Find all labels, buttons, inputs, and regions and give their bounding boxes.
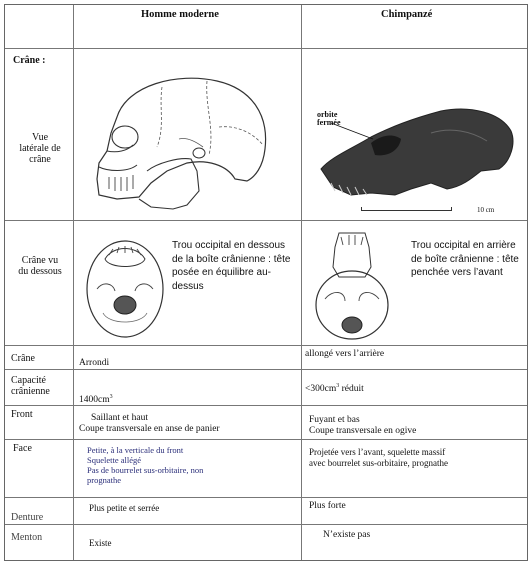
row-label-face: Face xyxy=(13,443,32,454)
chimp-lateral-skull-image xyxy=(311,83,521,203)
row-divider-denture xyxy=(5,524,527,525)
column-divider-2 xyxy=(301,5,302,560)
column-header-chimp: Chimpanzé xyxy=(381,9,433,20)
skull-section-title: Crâne : xyxy=(13,55,46,66)
row-divider-crane xyxy=(5,369,527,370)
row-label-capacity: Capacité crânienne xyxy=(11,375,50,397)
scale-bar xyxy=(361,210,451,211)
row-divider-below xyxy=(5,345,527,346)
column-header-human: Homme moderne xyxy=(141,9,219,20)
row-label-denture: Denture xyxy=(11,512,44,523)
chimp-below-description: Trou occipital en arrière de boîte crânienne : tête penchée vers l’avant xyxy=(411,240,519,278)
row-divider-face xyxy=(5,497,527,498)
human-face-value: Petite, à la verticale du front Squelette allégé Pas de bourrelet sus-orbitaire, non prognathe xyxy=(87,445,204,485)
human-skull-below-image xyxy=(83,233,167,343)
row-label-front: Front xyxy=(11,409,33,420)
chimp-skull-below-image xyxy=(311,227,393,343)
chimp-crane-value: allongé vers l’arrière xyxy=(305,349,385,359)
lateral-view-label: Vue latérale de crâne xyxy=(19,132,61,165)
row-divider-front xyxy=(5,439,527,440)
scale-bar-tick-right xyxy=(451,207,452,211)
scale-bar-label: 10 cm xyxy=(477,206,495,214)
chimp-menton-value: N’existe pas xyxy=(323,530,371,540)
chimp-denture-value: Plus forte xyxy=(309,501,346,511)
column-divider-1 xyxy=(73,48,74,560)
human-denture-value: Plus petite et serrée xyxy=(89,503,160,513)
human-capacity-value: $1400cm^3$ xyxy=(79,394,113,406)
header-left-divider xyxy=(73,5,74,48)
comparison-table xyxy=(4,4,528,561)
chimp-front-value: Fuyant et bas Coupe transversale en ogive xyxy=(309,415,417,436)
human-menton-value: Existe xyxy=(89,538,112,548)
chimp-face-value: Projetée vers l’avant, squelette massif avec bourrelet sus-orbitaire, prognathe xyxy=(309,447,448,468)
row-label-menton: Menton xyxy=(11,532,43,543)
row-divider-header xyxy=(5,48,527,49)
row-label-crane: Crâne xyxy=(11,353,35,364)
human-lateral-skull-image xyxy=(87,67,277,217)
below-view-label: Crâne vu du dessous xyxy=(18,255,62,277)
human-below-description: Trou occipital en dessous de la boîte crânienne : tête posée en équilibre au-dessus xyxy=(172,240,291,292)
chimp-orbit-label: orbite fermée xyxy=(317,110,341,127)
scale-bar-tick-left xyxy=(361,207,362,211)
row-divider-lateral xyxy=(5,220,527,221)
human-crane-value: Arrondi xyxy=(79,358,110,368)
human-front-value: Saillant et haut Coupe transversale en anse de panier xyxy=(79,413,220,434)
chimp-capacity-value: $<300cm^3$ réduit xyxy=(305,383,364,395)
